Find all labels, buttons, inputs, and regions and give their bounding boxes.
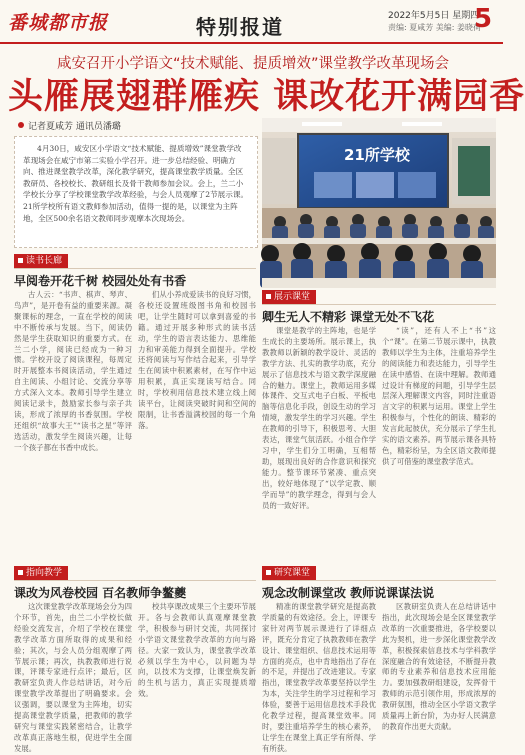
article-headline: 头雁展翅群雁疾 课改花开满园香 bbox=[8, 77, 525, 117]
editor-credits: 责编: 夏咸芳 美编: 姜晓荷 bbox=[388, 23, 482, 32]
research-text-2: 区教研室负责人在总结讲话中指出，此次现场会是全区课堂教学改革的一次重要推进，各学校要以此为契机，进一步深化课堂教学改革，积极探索信息技术与学科教学深度融合的有效途径，不断提升教师的专业素养和信息技术应用能力。要加强教研组建设，发挥骨干教师的示范引领作用，形成浓厚的教研氛围，推动全区小学语文教学质量再上新台阶，为办好人民满意的教育作出更大贡献。 bbox=[382, 602, 496, 731]
section-label-teaching: 指向教学 bbox=[14, 566, 68, 580]
reading-text-2: 们从小养成爱读书的良好习惯，各校还设置班级图书角和校园书吧，让学生随时可以拿到喜爱的书籍。通过开展多种形式的读书活动，学生的语言表达能力、思维能力和审美能力得到全面提升。学校还将阅读与写作结合起来，引导学生在阅读中积累素材，在写作中运用积累，真正实现读写结合。同时，学校利用信息技术建立线上阅读平台，让阅读突破时间和空间的限制，让书香溢满校园的每一个角落。 bbox=[138, 290, 256, 430]
section-divider bbox=[14, 580, 256, 581]
section-divider bbox=[262, 304, 496, 305]
page-number: 5 bbox=[474, 4, 493, 34]
byline-text: 记者夏咸芳 通讯员潘璐 bbox=[28, 122, 121, 132]
reading-text-1: 古人云：“书声、棋声、琴声、鸟声”，是开卷有益的重要来源。凝聚课标的理念，一直在学校的阅读中不断传承与发展。当下，阅读仍然是学生获取知识的重要方式。在兰二小学，阅读已经成为一种习惯。学校开设了阅读课程，每周定时开展整本书阅读活动，学生通过自主阅读、小组讨论、交流分享等方式深入文本。教师引导学生建立阅读记录卡，鼓励家长参与亲子共读，形成了浓厚的书香氛围。学校还组织“故事大王”“读书之星”等评选活动，激发学生阅读兴趣，让每一个孩子都在书香中成长。 bbox=[14, 290, 132, 452]
section-title-reading: 早阅卷开花千树 校园处处有书香 bbox=[14, 274, 187, 288]
section-title-display: 卿生无人不精彩 课堂无处不飞花 bbox=[262, 310, 435, 324]
section-label-reading: 读书长廊 bbox=[14, 254, 68, 268]
classroom-photo-image bbox=[262, 118, 496, 288]
column-teaching-2 bbox=[138, 602, 256, 742]
teaching-text-2: 校共享课改成果三个主要环节展开。各与会教师认真观摩课堂教学，积极参与研讨交流，共同探讨小学语文课堂教学改革的方向与路径。大家一致认为，课堂教学改革必须以学生为中心，以问题为导向，以技术为支撑，让课堂焕发新的生机与活力，真正实现提质增效。 bbox=[138, 602, 256, 699]
column-display-1 bbox=[262, 326, 376, 564]
section-title: 特别报道 bbox=[196, 15, 284, 39]
section-divider bbox=[262, 580, 496, 581]
column-teaching-1 bbox=[14, 602, 132, 753]
section-label-research: 研究课堂 bbox=[262, 566, 316, 580]
article-byline bbox=[18, 119, 121, 132]
column-research-2 bbox=[382, 602, 496, 742]
column-research-1 bbox=[262, 602, 376, 753]
column-display-2 bbox=[382, 326, 496, 564]
section-divider bbox=[14, 268, 256, 269]
section-title-research: 观念改制课堂改 教师说课谋法说 bbox=[262, 586, 435, 600]
section-label-display: 展示课堂 bbox=[262, 290, 316, 304]
article-kicker: 咸安召开小学语文“技术赋能、提质增效”课堂教学改革现场会 bbox=[56, 56, 450, 72]
masthead bbox=[0, 0, 503, 44]
classroom-photo bbox=[262, 118, 496, 288]
lead-text: 4月30日，咸安区小学语文“技术赋能、提质增效”课堂教学改革现场会在咸宁市第二实验小学召开。进一步总结经验、明确方向、推进课堂教学改革，深化教学研究，提高课堂教学质量。全区教研员、各校校长、教研组长及骨干教师参加会议。会上，兰二小学校长分享了学校课堂教学改革经验，与会人员观摩了2节展示课。21所学校所有语文教师参加活动，值得一提的是，以课堂为主阵地，全区500余名语文教师同步观摩本次现场会。 bbox=[23, 144, 249, 223]
screen-banner-text: 21所学校 bbox=[344, 146, 410, 164]
section-title-teaching: 课改为风卷校园 百名教师争鳌夔 bbox=[14, 586, 187, 600]
column-reading-2 bbox=[138, 290, 256, 565]
bullet-icon bbox=[18, 122, 24, 128]
display-text-1: 课堂是教学的主阵地，也是学生成长的主要场所。展示课上，执教教师以新颖的教学设计、灵活的教学方法、扎实的教学功底，充分展示了信息技术与语文教学深度融合的魅力。课堂上，教师运用多媒体课件、交互式电子白板、平板电脑等信息化手段，创设生动的学习情境，激发学生的学习兴趣。学生在教师的引导下，积极思考、大胆表达，课堂气氛活跃。小组合作学习中，学生们分工明确，互相帮助，展现出良好的合作意识和探究能力。整节课环节紧凑、重点突出，较好地体现了“以学定教、顺学而导”的教学理念，得到与会人员的一致好评。 bbox=[262, 326, 376, 510]
masthead-divider bbox=[0, 42, 503, 44]
column-reading-1 bbox=[14, 290, 132, 565]
teaching-text-1: 这次课堂教学改革现场会分为四个环节，首先，由兰二小学校长做经验交流发言，介绍了学校在课堂教学改革方面所取得的成果和经验；其次，与会人员分组观摩了两节展示课；再次，执教教师进行说课，评课专家进行点评；最后，区教研室负责人作总结讲话，对今后课堂教学改革提出了明确要求。会议强调，要以课堂为主阵地，切实提高课堂教学质量，把教师的教学研究与课堂实践紧密结合，让教学改革真正落地生根，促进学生全面发展。 bbox=[14, 602, 132, 753]
issue-date: 2022年5月5日 星期四 bbox=[388, 11, 480, 21]
display-text-2: “读”，还有人不上“书”这个“课”。在第二节展示课中，执教教师以学生为主体，注重培养学生的阅读能力和表达能力，引导学生在读中感悟、在读中理解。教师通过设计有梯度的问题，引导学生层层深入理解课文内容，同时注重语言文字的积累与运用。课堂上学生积极参与，个性化的朗读、精彩的发言此起彼伏，充分展示了学生扎实的语文素养。两节展示课各具特色，精彩纷呈，为全区语文教师提供了可借鉴的课堂教学范式。 bbox=[382, 326, 496, 466]
lead-box bbox=[14, 136, 258, 248]
research-text-1: 精准的课堂教学研究是提高教学质量的有效途径。会上，评课专家针对两节展示课进行了详细点评，既充分肯定了执教教师在教学设计、课堂组织、信息技术运用等方面的亮点，也中肯地指出了存在的不足，并提出了改进建议。专家指出，课堂教学改革要坚持以学生为本，关注学生的学习过程和学习体验，要善于运用信息技术手段优化教学过程，提高课堂效率。同时，要注重培养学生的核心素养，让学生在课堂上真正学有所得、学有所获。 bbox=[262, 602, 376, 753]
newspaper-logo: 番城都市报 bbox=[8, 12, 109, 34]
